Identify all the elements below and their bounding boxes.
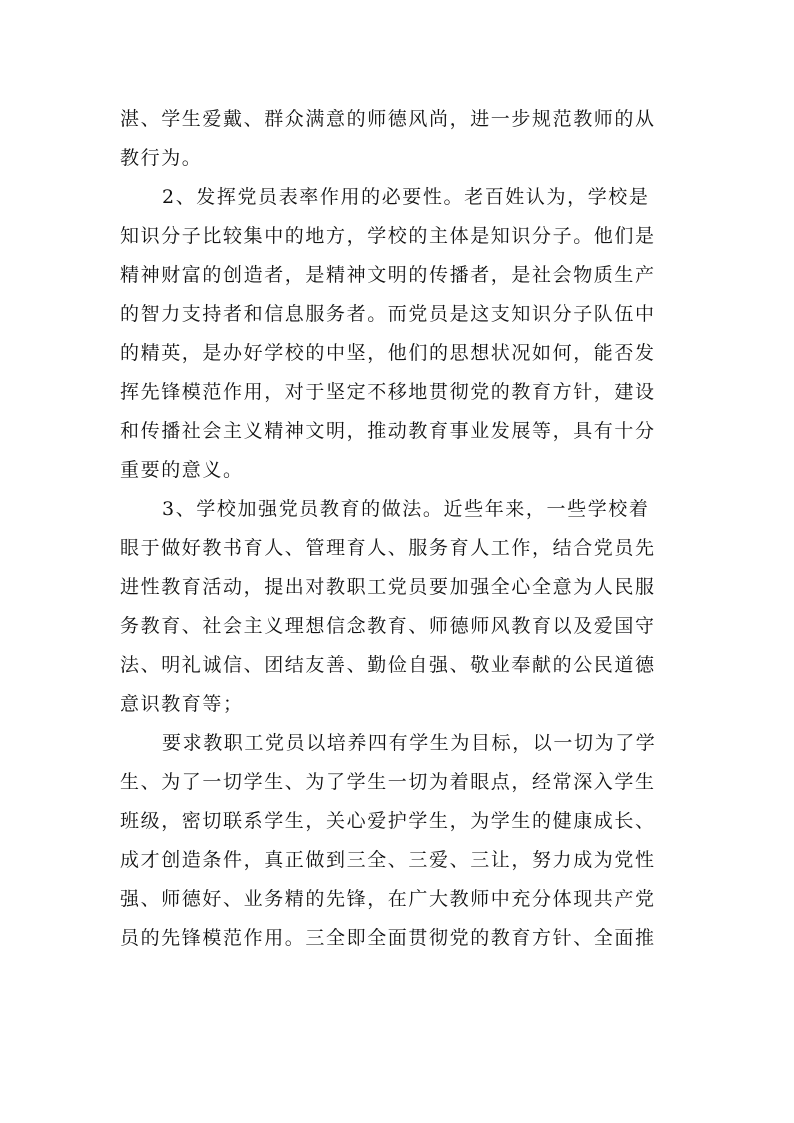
paragraph-start-line: 2、发挥党员表率作用的必要性。老百姓认为，学校是 [162, 186, 650, 208]
text-line: 挥先锋模范作用，对于坚定不移地贯彻党的教育方针，建设 [120, 381, 656, 403]
paragraph-start-line: 3、学校加强党员教育的做法。近些年来，一些学校着 [162, 498, 650, 520]
text-line: 精神财富的创造者，是精神文明的传播者，是社会物质生产 [120, 264, 656, 286]
text-line: 眼于做好教书育人、管理育人、服务育人工作，结合党员先 [120, 537, 656, 559]
text-line: 的精英，是办好学校的中坚，他们的思想状况如何，能否发 [120, 342, 656, 364]
text-line: 成才创造条件，真正做到三全、三爱、三让，努力成为党性 [120, 849, 656, 871]
text-line: 员的先锋模范作用。三全即全面贯彻党的教育方针、全面推 [120, 927, 656, 949]
paragraph-start-line: 要求教职工党员以培养四有学生为目标，以一切为了学 [162, 732, 657, 754]
text-line: 意识教育等； [120, 693, 244, 715]
text-line: 知识分子比较集中的地方，学校的主体是知识分子。他们是 [120, 225, 656, 247]
text-line: 和传播社会主义精神文明，推动教育事业发展等，具有十分 [120, 420, 656, 442]
document-page [120, 0, 690, 1123]
text-line: 湛、学生爱戴、群众满意的师德风尚，进一步规范教师的从 [120, 108, 656, 130]
text-line: 强、师德好、业务精的先锋，在广大教师中充分体现共产党 [120, 888, 656, 910]
text-line: 法、明礼诚信、团结友善、勤俭自强、敬业奉献的公民道德 [120, 654, 656, 676]
text-line: 的智力支持者和信息服务者。而党员是这支知识分子队伍中 [120, 303, 656, 325]
text-line: 教行为。 [120, 147, 203, 169]
text-line: 生、为了一切学生、为了学生一切为着眼点，经常深入学生 [120, 771, 656, 793]
text-line: 重要的意义。 [120, 459, 244, 481]
text-line: 进性教育活动，提出对教职工党员要加强全心全意为人民服 [120, 576, 656, 598]
text-line: 务教育、社会主义理想信念教育、师德师风教育以及爱国守 [120, 615, 656, 637]
text-line: 班级，密切联系学生，关心爱护学生，为学生的健康成长、 [120, 810, 656, 832]
